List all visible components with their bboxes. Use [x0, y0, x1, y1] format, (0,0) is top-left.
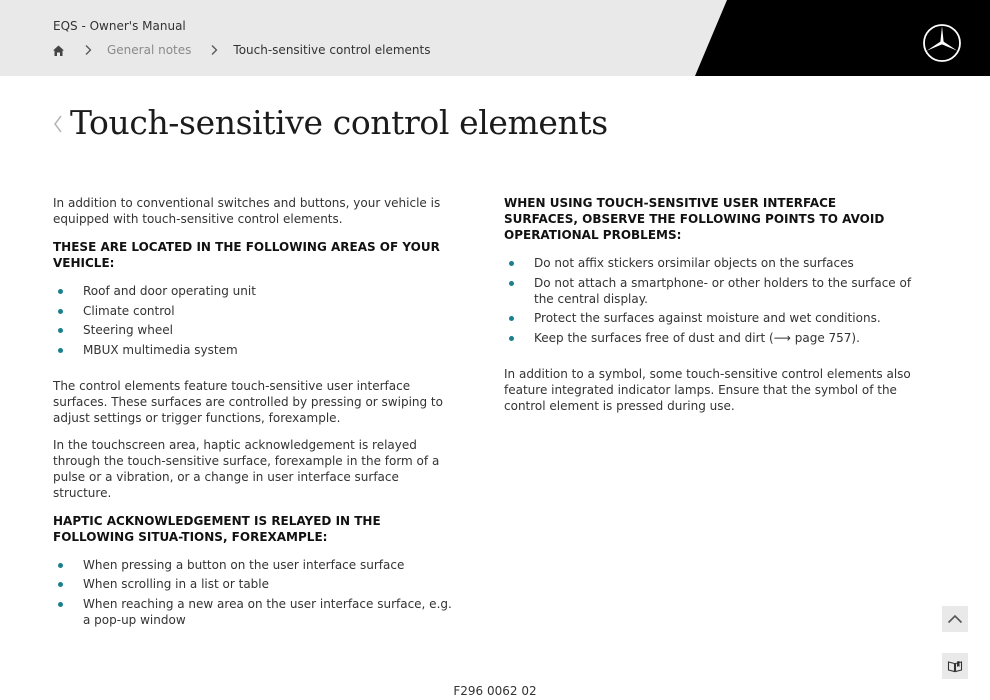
bullet-icon	[58, 563, 63, 568]
bullet-icon	[58, 602, 63, 607]
observe-list	[504, 255, 914, 346]
list-item	[504, 330, 914, 346]
list-item	[504, 310, 914, 326]
controls-paragraph: The control elements feature touch-sensitive user interface surfaces. These surfaces are controlled by pressing or swiping to adjust settings or trigger functions, forexample.	[53, 378, 443, 425]
header-bar	[0, 0, 990, 76]
bullet-icon	[58, 348, 63, 353]
indicator-paragraph: In addition to a symbol, some touch-sensitive control elements also feature integrated indicator lamps. Ensure that the symbol of the control element is pressed during use.	[504, 366, 911, 413]
bullet-icon	[58, 582, 63, 587]
bullet-icon	[509, 261, 514, 266]
list-item	[53, 596, 458, 628]
chevron-up-icon	[947, 614, 963, 624]
manual-title: EQS - Owner's Manual	[53, 19, 186, 33]
image-code: F296 0062 02	[453, 684, 537, 698]
haptic-paragraph: In the touchscreen area, haptic acknowledgement is relayed through the touch-sensitive surface, forexample in the form of a pulse or a vibration, or a change in user interface surface structure.	[53, 437, 440, 500]
list-item	[504, 275, 914, 307]
list-item	[504, 255, 914, 271]
list-item	[53, 303, 458, 319]
list-item-text: Do not affix stickers orsimilar objects on the surfaces	[534, 256, 854, 270]
book-button[interactable]	[942, 653, 968, 679]
list-item	[53, 557, 458, 573]
list-item-text: When scrolling in a list or table	[83, 577, 270, 591]
list-item-text: Protect the surfaces against moisture and wet conditions.	[534, 311, 881, 325]
bullet-icon	[509, 281, 514, 286]
chevron-right-icon	[83, 44, 93, 56]
list-item-text: When reaching a new area on the user interface surface, e.g. a pop-up window	[83, 596, 452, 627]
list-item-text: When pressing a button on the user interface surface	[83, 557, 405, 572]
list-item-text: Keep the surfaces free of dust and dirt (⟶ page 757).	[534, 330, 860, 345]
book-icon	[947, 659, 963, 673]
bullet-icon	[509, 336, 514, 341]
chevron-left-icon[interactable]	[51, 113, 65, 135]
list-item-text: Do not attach a smartphone- or other holders to the surface of the central display.	[534, 275, 912, 306]
chevron-right-icon	[209, 44, 219, 56]
home-icon[interactable]	[52, 44, 65, 57]
list-item-text: MBUX multimedia system	[83, 342, 238, 357]
haptic-list	[53, 557, 458, 628]
list-item	[53, 576, 458, 592]
list-item	[53, 342, 458, 358]
list-item-text: Steering wheel	[83, 323, 173, 337]
bullet-icon	[58, 289, 63, 294]
bullet-icon	[58, 328, 63, 333]
breadcrumb-current: Touch-sensitive control elements	[233, 43, 431, 57]
list-item	[53, 283, 458, 299]
breadcrumb-link-general-notes[interactable]: General notes	[107, 43, 192, 57]
list-item-text: Climate control	[83, 303, 175, 318]
intro-paragraph: In addition to conventional switches and buttons, your vehicle is equipped with touch-sensitive control elements.	[53, 196, 441, 226]
right-column	[504, 195, 914, 414]
breadcrumb	[52, 42, 431, 58]
areas-list	[53, 283, 458, 358]
areas-heading: THESE ARE LOCATED IN THE FOLLOWING AREAS OF YOUR VEHICLE:	[53, 240, 440, 270]
haptic-heading: HAPTIC ACKNOWLEDGEMENT IS RELAYED IN THE FOLLOWING SITUA-TIONS, FOREXAMPLE:	[53, 513, 381, 544]
scroll-to-top-button[interactable]	[942, 606, 968, 632]
bullet-icon	[58, 309, 63, 314]
list-item	[53, 322, 458, 338]
left-column	[53, 195, 458, 631]
bullet-icon	[509, 316, 514, 321]
mercedes-star-icon	[922, 23, 962, 63]
list-item-text: Roof and door operating unit	[83, 284, 256, 298]
page-title: Touch-sensitive control elements	[70, 103, 608, 142]
observe-heading: WHEN USING TOUCH-SENSITIVE USER INTERFACE SURFACES, OBSERVE THE FOLLOWING POINTS TO AVOID OPERATIONAL PROBLEMS:	[504, 196, 885, 242]
